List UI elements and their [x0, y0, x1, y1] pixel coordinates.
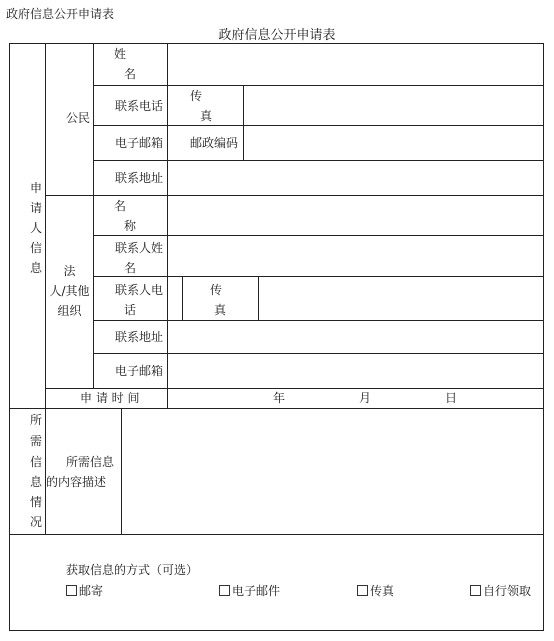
- label-line: 传: [210, 283, 223, 297]
- label-line: 传: [190, 89, 203, 103]
- date-year-label: 年: [273, 391, 286, 405]
- citizen-name-field[interactable]: [169, 45, 542, 84]
- checkbox[interactable]: [357, 585, 368, 596]
- section-char: 人: [30, 221, 43, 235]
- application-time-label: 申 请 时 间: [80, 391, 140, 405]
- delivery-method-label: 获取信息的方式（可选）: [66, 563, 199, 577]
- citizen-fax-field[interactable]: [245, 87, 542, 124]
- label-line: 名: [124, 67, 137, 81]
- row-divider: [93, 85, 544, 86]
- column-divider: [93, 43, 94, 389]
- row-divider: [93, 125, 544, 126]
- row-divider: [93, 353, 544, 354]
- fax-cell-divider: [182, 276, 183, 321]
- delivery-option-email[interactable]: [219, 581, 280, 601]
- column-divider: [45, 43, 46, 409]
- option-label: 自行领取: [483, 584, 532, 598]
- citizen-postcode-label: 邮政编码: [190, 136, 239, 150]
- organization-name-field[interactable]: [169, 197, 542, 234]
- row-divider: [93, 235, 544, 236]
- row-divider: [93, 276, 544, 277]
- section-char: 情: [30, 495, 43, 509]
- section-char: 申: [30, 181, 43, 195]
- table-border-left: [9, 43, 10, 631]
- info-description-field[interactable]: [123, 410, 542, 533]
- label-line: 组织: [57, 304, 82, 318]
- label-line: 所需信息: [66, 455, 115, 469]
- table-border-top: [9, 43, 544, 44]
- column-divider: [167, 43, 168, 409]
- option-label: 邮寄: [79, 584, 104, 598]
- fax-cell-divider: [243, 85, 244, 161]
- table-border-bottom: [9, 630, 544, 631]
- section-char: 况: [30, 515, 43, 529]
- delivery-option-fax[interactable]: [357, 581, 394, 601]
- section-char: 需: [30, 434, 43, 448]
- date-day-label: 日: [445, 391, 458, 405]
- label-line: 名: [114, 199, 127, 213]
- citizen-phone-label: 联系电话: [115, 99, 164, 113]
- application-date-field[interactable]: [169, 390, 542, 407]
- section-char: 息: [30, 475, 43, 489]
- label-line: 真: [200, 109, 213, 123]
- label-line: 联系人电: [115, 283, 164, 297]
- label-line: 姓: [114, 47, 127, 61]
- section-divider: [9, 408, 544, 409]
- citizen-address-field[interactable]: [169, 162, 542, 194]
- section-char: 信: [30, 241, 43, 255]
- option-label: 电子邮件: [232, 584, 281, 598]
- label-line: 人/其他: [49, 284, 90, 298]
- organization-email-label: 电子邮箱: [115, 364, 164, 378]
- contact-phone-field[interactable]: [169, 278, 181, 319]
- label-line: 话: [124, 303, 137, 317]
- organization-fax-field[interactable]: [260, 278, 542, 319]
- organization-email-field[interactable]: [169, 355, 542, 387]
- label-line: 联系人姓: [115, 241, 164, 255]
- document-label: 政府信息公开申请表: [6, 7, 115, 21]
- delivery-option-pickup[interactable]: [470, 581, 531, 601]
- date-month-label: 月: [359, 391, 372, 405]
- label-line: 称: [124, 219, 137, 233]
- label-line: 法: [63, 264, 76, 278]
- fax-cell-divider: [258, 276, 259, 321]
- section-char: 所: [30, 413, 43, 427]
- row-divider: [93, 160, 544, 161]
- label-line: 的内容描述: [46, 475, 107, 489]
- organization-address-label: 联系地址: [115, 330, 164, 344]
- citizen-label: 公民: [66, 111, 91, 125]
- form-title: 政府信息公开申请表: [218, 28, 336, 43]
- section-char: 息: [30, 261, 43, 275]
- section-char: 信: [30, 455, 43, 469]
- label-line: 名: [124, 261, 137, 275]
- checkbox[interactable]: [470, 585, 481, 596]
- organization-address-field[interactable]: [169, 322, 542, 352]
- label-line: 真: [214, 303, 227, 317]
- option-label: 传真: [370, 584, 395, 598]
- contact-name-field[interactable]: [169, 237, 542, 275]
- citizen-postcode-field[interactable]: [245, 127, 542, 159]
- column-divider: [121, 408, 122, 535]
- section-divider: [9, 534, 544, 535]
- checkbox[interactable]: [219, 585, 230, 596]
- section-char: 请: [30, 201, 43, 215]
- checkbox[interactable]: [66, 585, 77, 596]
- row-divider: [93, 320, 544, 321]
- table-border-right: [543, 43, 544, 631]
- citizen-email-label: 电子邮箱: [115, 136, 164, 150]
- delivery-option-mail[interactable]: [66, 581, 103, 601]
- citizen-address-label: 联系地址: [115, 171, 164, 185]
